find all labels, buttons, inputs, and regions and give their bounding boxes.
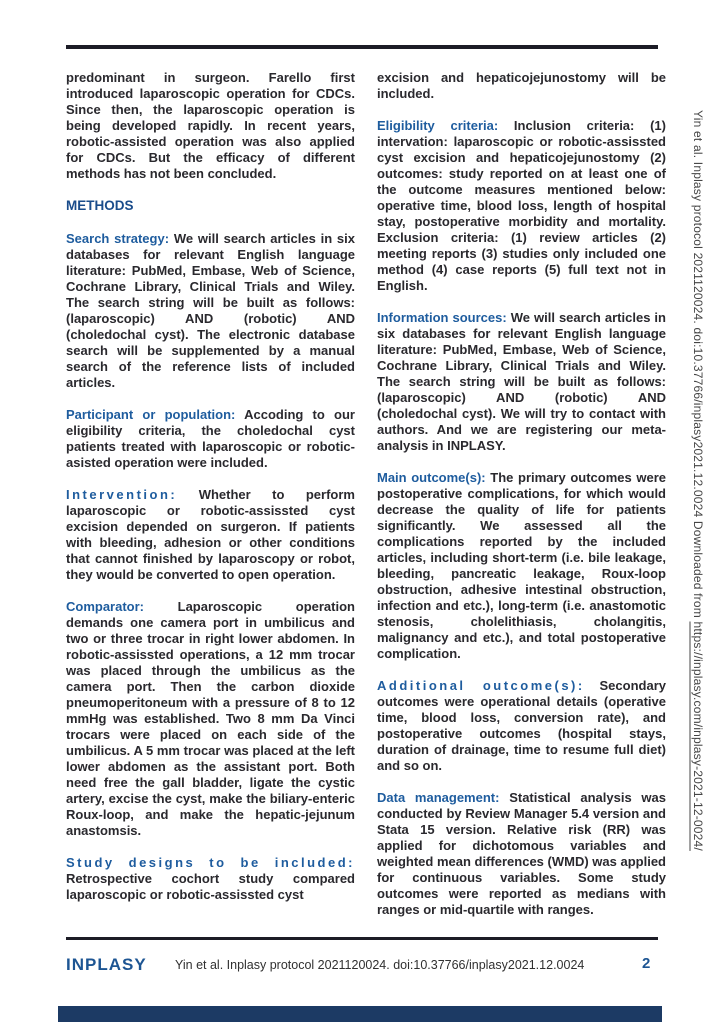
top-rule: [66, 45, 658, 49]
section-label: Intervention:: [66, 487, 178, 502]
paragraph-text: predominant in surgeon. Farello first introduced laparoscopic operation for CDCs. Since then, the laparoscopic operation is being developed rapidly. In recent years, robotic-assisted operation was also applied for CDCs. But the efficacy of different methods has not been concluded.: [66, 70, 355, 181]
bottom-bar: [58, 1006, 662, 1022]
section-label: Additional outcome(s):: [377, 678, 585, 693]
section-text: The primary outcomes were postoperative complications, for which would decrease the quality of life for patients significantly. We assessed all the complications reported by the included articles, including short-term (i.e. bile leakage, bleeding, pancreatic leakage, Roux-loop obstruction, adhesive intestinal obstruction, infection and etc.), long-term (i.e. anastomotic stenosis, cholelithiasis, cholangitis, malignancy and etc.), and total postoperative complication.: [377, 470, 666, 661]
paragraph-text: excision and hepaticojejunostomy will be included.: [377, 70, 666, 101]
footer-rule: [66, 937, 658, 940]
section-information-sources: [377, 310, 666, 454]
paragraph-continuation: [66, 70, 355, 182]
section-label: Comparator:: [66, 599, 145, 614]
section-heading-methods: METHODS: [66, 198, 134, 213]
section-participant-or-population: [66, 407, 355, 471]
section-intervention: [66, 487, 355, 583]
section-text: Whether to perform laparoscopic or robotic-assissted cyst excision depended on surgeron. If patients with bleeding, adhesion or other conditions that cannot finished by laparoscopy or robot, they would be converted to open operation.: [66, 487, 355, 582]
section-comparator: [66, 599, 355, 839]
section-text: Statistical analysis was conducted by Review Manager 5.4 version and Stata 15 version. Relative risk (RR) was applied for dichotomous variables and weighted mean differences (WMD) was applied for continuous variables. Some study outcomes were reported as medians with ranges or mid-quartile with ranges.: [377, 790, 666, 917]
right-column: [377, 70, 666, 934]
section-label: Main outcome(s):: [377, 470, 486, 485]
section-eligibility-criteria: [377, 118, 666, 294]
section-additional-outcomes: [377, 678, 666, 774]
footer-citation: Yin et al. Inplasy protocol 2021120024. doi:10.37766/inplasy2021.12.0024: [175, 958, 585, 972]
section-label: Search strategy:: [66, 231, 170, 246]
section-label: Study designs to be included:: [66, 855, 355, 870]
margin-citation-link[interactable]: https://inplasy.com/inplasy-2021-12-0024/: [691, 621, 705, 851]
section-label: Information sources:: [377, 310, 507, 325]
section-label: Participant or population:: [66, 407, 236, 422]
section-text: Secondary outcomes were operational details (operative time, blood loss, conversion rate), and postoperative outcomes (hospital stays, duration of drainage, time to resume full diet) and so on.: [377, 678, 666, 773]
section-data-management: [377, 790, 666, 918]
section-text: Retrospective cochort study compared laparoscopic or robotic-assissted cyst: [66, 871, 355, 902]
section-text: We will search articles in six databases for relevant English language literature: PubMed, Embase, Web of Science, Cochrane Library, Clinical Trials and Wiley. The search string will be built as follows: (laparoscopic) AND (robotic) AND (choledochal cyst). We will try to contact with authors. And we are registering our meta-analysis in INPLASY.: [377, 310, 666, 453]
rotated-margin-citation: [691, 110, 705, 1010]
margin-citation-text: Yin et al. Inplasy protocol 2021120024. doi:10.37766/inplasy2021.12.0024 Downloaded from: [691, 110, 705, 622]
section-label: Eligibility criteria:: [377, 118, 499, 133]
page-number: 2: [642, 955, 651, 972]
paragraph-continuation: [377, 70, 666, 102]
section-text: Inclusion criteria: (1) intervation: laparoscopic or robotic-assissted cyst excision and hepaticojejunostomy (2) outcomes: study reported on at least one of the outcome measures mentioned below: operative time, blood loss, length of hospital stay, postoperative morbidity and mortality. Exclusion criteria: (1) review articles (2) meeting reports (3) studies only included one method (4) case reports (5) full text not in English.: [377, 118, 666, 293]
section-text: We will search articles in six databases for relevant English language literature: PubMed, Embase, Web of Science, Cochrane Library, Clinical Trials and Wiley. The search string will be built as follows: (laparoscopic) AND (robotic) AND (choledochal cyst). The electronic database search will be supplemented by a manual search of the reference lists of included articles.: [66, 231, 355, 390]
page-body: [66, 70, 666, 934]
section-search-strategy: [66, 231, 355, 391]
section-text: Laparoscopic operation demands one camera port in umbilicus and two or three trocar in right lower abdomen. In robotic-assissted operations, a 12 mm trocar was placed through the umbilicus as the camera port. Then the carbon dioxide pneumoperitoneum with a pressure of 8 to 12 mmHg was established. Two 8 mm Da Vinci trocars were placed on each side of the umbilicus. A 5 mm trocar was placed at the left lower abdomen as the assistant port. Both need free the gall bladder, ligate the cystic artery, excise the cyst, make the biliary-enteric Roux-loop, and make the hepatic-jejunum anastomsis.: [66, 599, 355, 838]
inplasy-logo: INPLASY: [66, 955, 147, 974]
section-text: Accoding to our eligibility criteria, the choledochal cyst patients treated with laparoscopic or robotic-asisted operation were included.: [66, 407, 355, 470]
section-main-outcomes: [377, 470, 666, 662]
section-label: Data management:: [377, 790, 500, 805]
left-column: [66, 70, 355, 934]
section-study-designs: [66, 855, 355, 903]
